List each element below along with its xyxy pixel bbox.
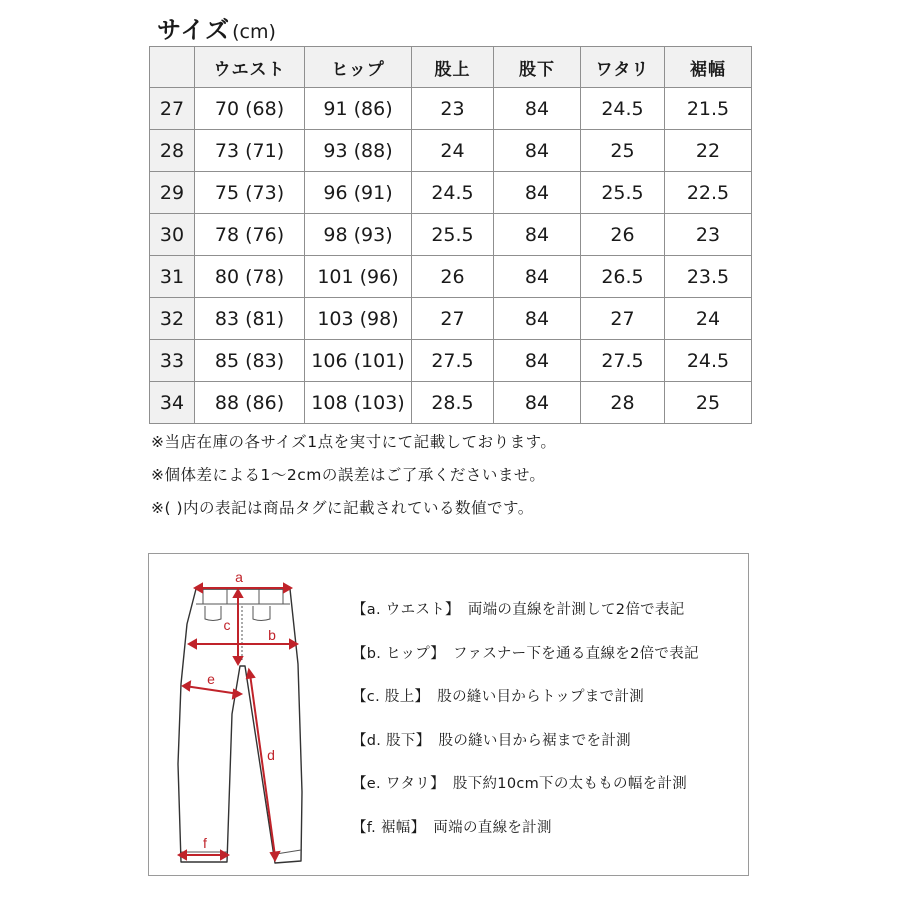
header-cell: ヒップ (305, 47, 412, 88)
value-cell: 84 (494, 382, 581, 424)
value-cell: 27 (412, 298, 494, 340)
size-cell: 31 (150, 256, 195, 298)
pants-diagram (169, 564, 319, 869)
value-cell: 25 (665, 382, 752, 424)
value-cell: 98 (93) (305, 214, 412, 256)
legend-key: 【d. 股下】 (352, 732, 431, 749)
value-cell: 91 (86) (305, 88, 412, 130)
value-cell: 106 (101) (305, 340, 412, 382)
title-unit: (cm) (232, 21, 276, 43)
legend-item-waist (352, 598, 699, 642)
table-row (150, 382, 752, 424)
header-cell: 股下 (494, 47, 581, 88)
value-cell: 26.5 (581, 256, 665, 298)
value-cell: 24.5 (412, 172, 494, 214)
value-cell: 85 (83) (195, 340, 305, 382)
legend-key: 【a. ウエスト】 (352, 602, 460, 618)
legend-desc: 股の縫い目からトップまで計測 (437, 689, 645, 705)
size-table (149, 46, 752, 424)
value-cell: 22 (665, 130, 752, 172)
legend-item-hem (352, 816, 699, 860)
legend-item-rise (352, 685, 699, 729)
value-cell: 84 (494, 256, 581, 298)
legend-key: 【f. 裾幅】 (352, 819, 426, 836)
size-cell: 33 (150, 340, 195, 382)
notes (151, 428, 556, 527)
size-title (157, 10, 276, 44)
value-cell: 27.5 (412, 340, 494, 382)
value-cell: 27.5 (581, 340, 665, 382)
value-cell: 28.5 (412, 382, 494, 424)
value-cell: 93 (88) (305, 130, 412, 172)
value-cell: 84 (494, 214, 581, 256)
table-row (150, 256, 752, 298)
value-cell: 103 (98) (305, 298, 412, 340)
value-cell: 26 (412, 256, 494, 298)
value-cell: 96 (91) (305, 172, 412, 214)
value-cell: 23.5 (665, 256, 752, 298)
size-cell: 34 (150, 382, 195, 424)
value-cell: 23 (412, 88, 494, 130)
value-cell: 84 (494, 340, 581, 382)
header-cell: ワタリ (581, 47, 665, 88)
legend-desc: 股下約10cm下の太ももの幅を計測 (452, 776, 688, 792)
value-cell: 70 (68) (195, 88, 305, 130)
title-main: サイズ (157, 16, 231, 44)
value-cell: 25.5 (412, 214, 494, 256)
header-cell: ウエスト (195, 47, 305, 88)
size-cell: 27 (150, 88, 195, 130)
legend-item-thigh (352, 772, 699, 816)
value-cell: 78 (76) (195, 214, 305, 256)
legend-desc: 両端の直線を計測して2倍で表記 (467, 602, 685, 618)
size-cell: 30 (150, 214, 195, 256)
value-cell: 25 (581, 130, 665, 172)
table-row (150, 340, 752, 382)
value-cell: 84 (494, 172, 581, 214)
label-f: f (203, 835, 207, 851)
table-header-row (150, 47, 752, 88)
table-row (150, 214, 752, 256)
value-cell: 27 (581, 298, 665, 340)
legend-key: 【c. 股上】 (352, 689, 430, 705)
legend-key: 【b. ヒップ】 (352, 645, 446, 662)
legend-desc: 股の縫い目から裾までを計測 (438, 732, 631, 749)
value-cell: 24 (665, 298, 752, 340)
header-cell: 股上 (412, 47, 494, 88)
note-text: ※個体差による1～2cmの誤差はご了承くださいませ。 (151, 466, 546, 484)
value-cell: 26 (581, 214, 665, 256)
label-a: a (235, 569, 243, 585)
value-cell: 83 (81) (195, 298, 305, 340)
value-cell: 21.5 (665, 88, 752, 130)
legend-desc: ファスナー下を通る直線を2倍で表記 (453, 645, 699, 662)
legend-item-inseam (352, 729, 699, 773)
header-cell: 裾幅 (665, 47, 752, 88)
value-cell: 80 (78) (195, 256, 305, 298)
table-row (150, 130, 752, 172)
value-cell: 24.5 (665, 340, 752, 382)
size-cell: 29 (150, 172, 195, 214)
measurement-legend (352, 598, 699, 859)
label-e: e (207, 671, 215, 687)
legend-item-hip (352, 642, 699, 686)
legend-key: 【e. ワタリ】 (352, 776, 445, 792)
note-text: ※( )内の表記は商品タグに記載されている数値です。 (151, 499, 534, 517)
value-cell: 75 (73) (195, 172, 305, 214)
value-cell: 84 (494, 298, 581, 340)
label-b: b (268, 627, 276, 643)
label-d: d (267, 747, 275, 763)
value-cell: 84 (494, 88, 581, 130)
value-cell: 24.5 (581, 88, 665, 130)
note-text: ※当店在庫の各サイズ1点を実寸にて記載しております。 (151, 433, 557, 451)
measurement-guide (148, 553, 749, 876)
value-cell: 22.5 (665, 172, 752, 214)
table-row (150, 298, 752, 340)
value-cell: 23 (665, 214, 752, 256)
value-cell: 84 (494, 130, 581, 172)
table-row (150, 172, 752, 214)
value-cell: 101 (96) (305, 256, 412, 298)
value-cell: 73 (71) (195, 130, 305, 172)
value-cell: 25.5 (581, 172, 665, 214)
size-cell: 32 (150, 298, 195, 340)
size-cell: 28 (150, 130, 195, 172)
value-cell: 24 (412, 130, 494, 172)
header-cell (150, 47, 195, 88)
value-cell: 28 (581, 382, 665, 424)
legend-desc: 両端の直線を計測 (433, 819, 552, 836)
value-cell: 88 (86) (195, 382, 305, 424)
table-row (150, 88, 752, 130)
value-cell: 108 (103) (305, 382, 412, 424)
label-c: c (223, 617, 231, 633)
